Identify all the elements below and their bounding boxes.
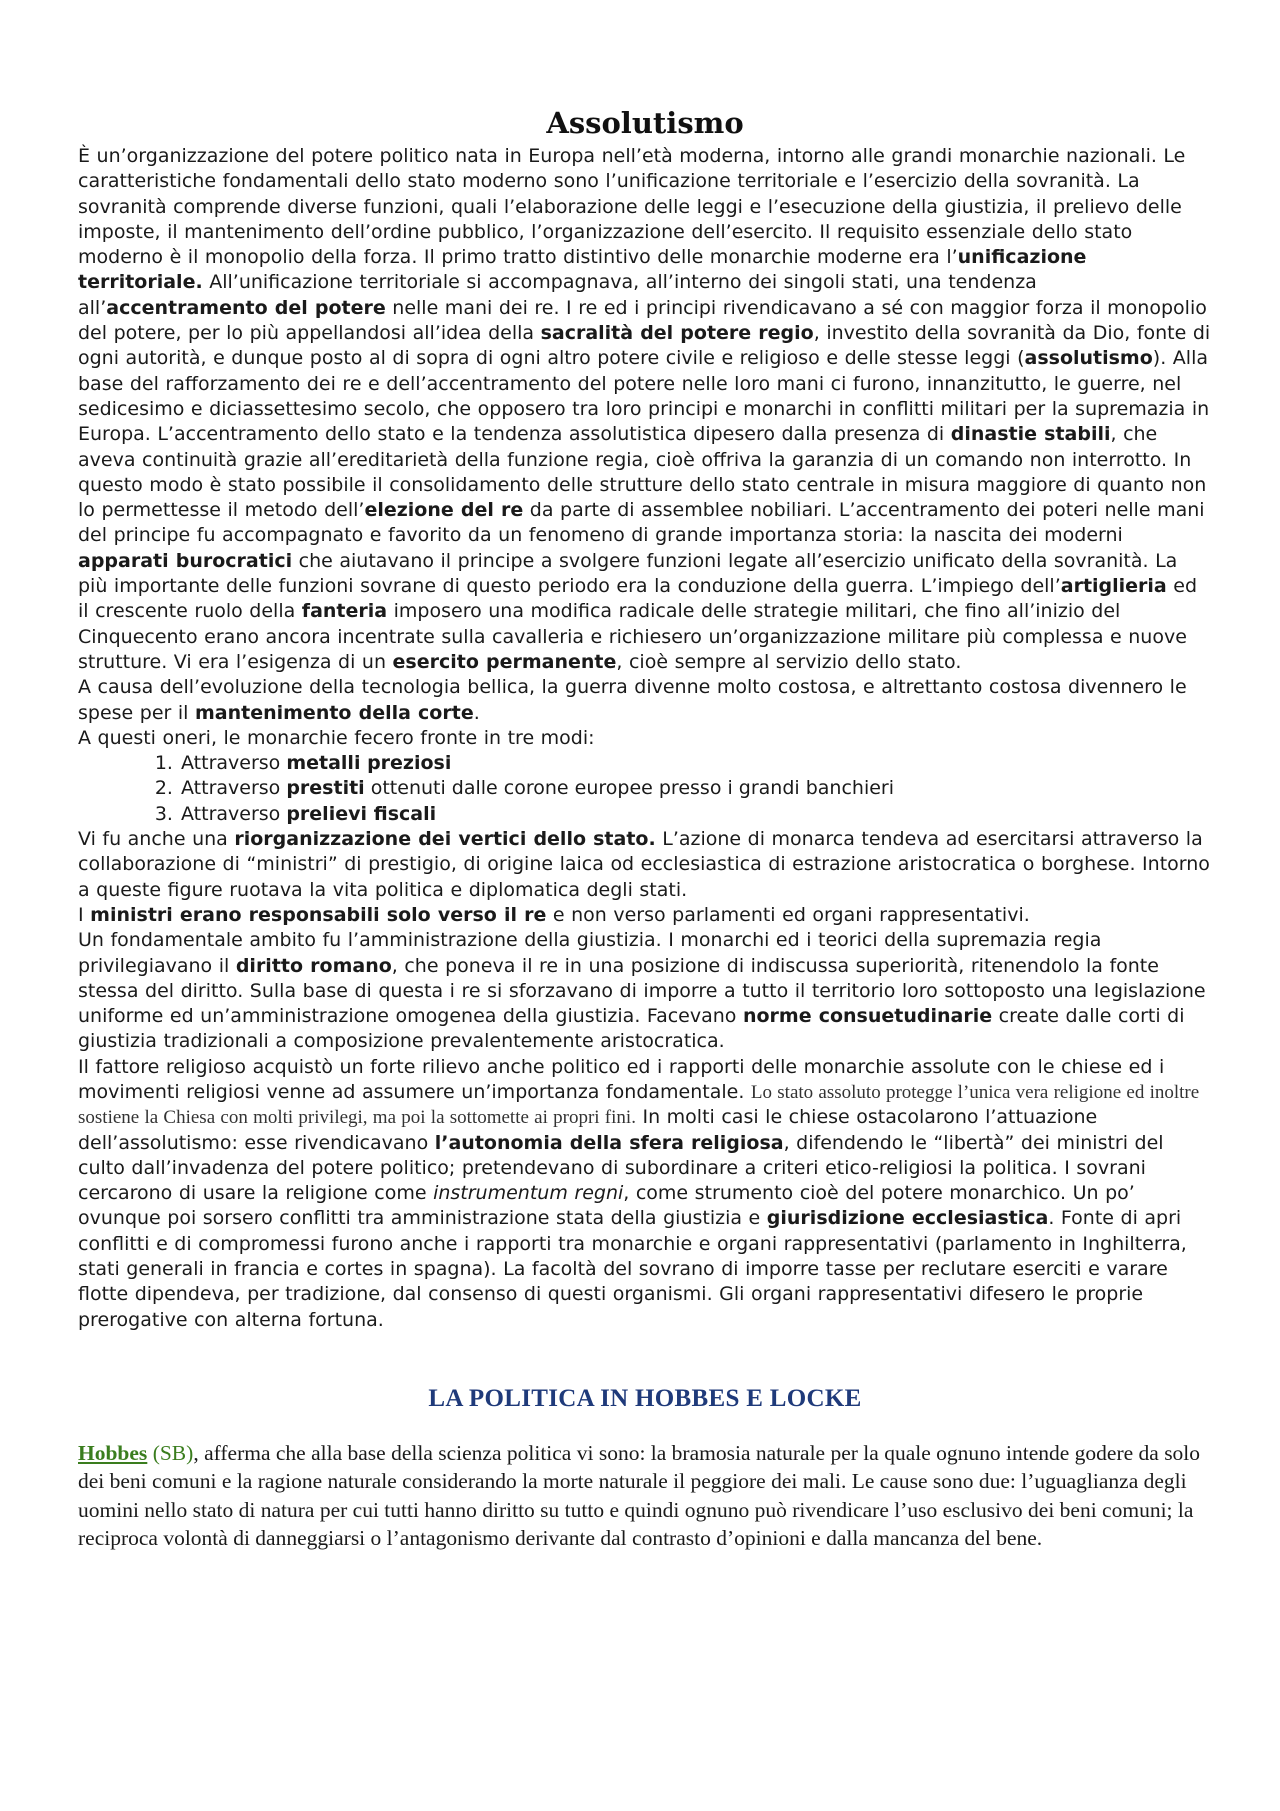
bold-term: sacralità del potere regio xyxy=(540,322,814,345)
text-run: È un’organizzazione del potere politico nata in Europa nell’età moderna, intorno alle grandi monarchie nazionali. Le caratteristiche fondamentali dello stato moderno sono l’unificazione territoriale e l’esercizio della sovranità. La sovranità comprende diverse funzioni, quali l’elaborazione delle leggi e l’esecuzione della giustizia, il prelievo delle imposte, il mantenimento dell’ordine pubblico, l’organizzazione dell’esercito. Il requisito essenziale dello stato moderno è il monopolio della forza. Il primo tratto distintivo delle monarchie moderne era l’ xyxy=(78,145,1186,269)
paragraph-intro xyxy=(78,144,1212,675)
text-run: , afferma che alla base della scienza politica vi sono: la bramosia naturale per la quale ognuno intende godere da solo dei beni comuni e la ragione naturale considerando la morte naturale il peggiore dei mali. Le cause sono due: l’uguaglianza degli uomini nello stato di natura per cui tutti hanno diritto su tutto e quindi ognuno può rivendicare l’uso esclusivo dei beni comuni; la reciproca volontà di danneggiarsi o l’antagonismo derivante dal contrasto d’opinioni e dalla mancanza del bene. xyxy=(78,1440,1201,1551)
bold-term: esercito permanente xyxy=(392,650,617,673)
text-run: Attraverso xyxy=(181,802,287,825)
text-run: Il fattore religioso acquistò un forte rilievo anche politico ed i rapporti delle monarchie assolute con le chiese ed i movimenti religiosi venne ad assumere un’importanza fondamentale. xyxy=(78,1055,1165,1103)
paragraph-responsibility xyxy=(78,903,1212,928)
bold-term: accentramento del potere xyxy=(106,296,386,319)
bold-term: norme consuetudinarie xyxy=(742,1005,993,1028)
paragraph-justice xyxy=(78,928,1212,1054)
text-run: Attraverso xyxy=(181,752,287,775)
bold-term: metalli preziosi xyxy=(286,752,452,775)
document-page xyxy=(78,106,1212,1553)
text-run: , che poneva il re in una posizione di indiscussa superiorità, ritenendolo la fonte stessa del diritto. Sulla base di questa i re si sforzavano di imporre a tutto il territorio loro sottoposto una legislazione uniforme ed un’amministrazione omogenea della giustizia. Facevano xyxy=(78,954,1206,1028)
bold-term: artiglieria xyxy=(1060,575,1167,598)
text-run: Vi fu anche una xyxy=(78,828,235,851)
text-run: che aiutavano il principe a svolgere funzioni legate all’esercizio unificato della sovranità. La più importante delle funzioni sovrane di questo periodo era la conduzione della guerra. L’impiego dell’ xyxy=(78,549,1178,598)
bold-term: riorganizzazione dei vertici dello stato. xyxy=(234,828,656,851)
paragraph-ministers xyxy=(78,827,1212,903)
text-run: L’azione di monarca tendeva ad esercitarsi attraverso la collaborazione di “ministri” di prestigio, di origine laica od ecclesiastica di estrazione aristocratica o borghese. Intorno a queste figure ruotava la vita politica e diplomatica degli stati. xyxy=(78,828,1210,901)
text-run: imposero una modifica radicale delle strategie militari, che fino all’inizio del Cinquecento erano ancora incentrate sulla cavalleria e richiesero un’organizzazione militare più complessa e nuove strutture. Vi era l’esigenza di un xyxy=(78,600,1187,673)
list-item xyxy=(179,802,1212,827)
text-run: , che aveva continuità grazie all’ereditarietà della funzione regia, cioè offriva la garanzia di un comando non interrotto. In questo modo è stato possibile il consolidamento delle strutture dello stato centrale in misura maggiore di quanto non lo permettesse il metodo dell’ xyxy=(78,423,1207,522)
list-item xyxy=(179,751,1212,776)
text-run: A causa dell’evoluzione della tecnologia bellica, la guerra divenne molto costosa, e altrettanto costosa divennero le spese per il xyxy=(78,676,1187,724)
bold-term: mantenimento della corte xyxy=(194,701,474,724)
italic-term: instrumentum regni xyxy=(433,1182,624,1205)
bold-term: dinastie stabili xyxy=(950,423,1111,446)
list-item xyxy=(179,776,1212,801)
hobbes-name: Hobbes xyxy=(78,1440,148,1465)
bold-term: diritto romano xyxy=(235,954,392,977)
bold-term: ministri erano responsabili solo verso il re xyxy=(90,903,547,926)
text-run: ottenuti dalle corone europee presso i grandi banchieri xyxy=(364,777,895,800)
serif-inline-text: Lo stato assoluto protegge l’unica vera religione ed inoltre sostiene la Chiesa con molti privilegi, ma poi la sottomette ai propri fini. xyxy=(78,1081,1200,1129)
paragraph-religion xyxy=(78,1055,1212,1333)
bold-term: elezione del re xyxy=(364,499,524,522)
bold-term: assolutismo xyxy=(1024,347,1153,370)
section-title: LA POLITICA IN HOBBES E LOCKE xyxy=(428,1384,862,1412)
text-run: da parte di assemblee nobiliari. L’accentramento dei poteri nelle mani del principe fu accompagnato e favorito da un fenomeno di grande importanza storia: la nascita dei moderni xyxy=(78,499,1205,547)
text-run: , cioè sempre al servizio dello stato. xyxy=(616,650,962,673)
text-run: . Fonte di apri conflitti e di compromessi furono anche i rapporti tra monarchie e organi rappresentativi (parlamento in Inghilterra, stati generali in francia e cortes in spagna). La facoltà del sovrano di imporre tasse per reclutare eserciti e varare flotte dipendeva, per tradizione, dal consenso di questi organismi. Gli organi rappresentativi difesero le proprie prerogative con alterna fortuna. xyxy=(78,1207,1187,1331)
funding-list xyxy=(78,751,1212,827)
hobbes-sb: (SB) xyxy=(147,1440,194,1465)
text-run: In molti casi le chiese ostacolarono l’attuazione dell’assolutismo: esse rivendicavano xyxy=(78,1106,1098,1154)
bold-term: prestiti xyxy=(286,777,365,800)
text-run: ). Alla base del rafforzamento dei re e dell’accentramento del potere nelle loro mani ci furono, innanzitutto, le guerre, nel sedicesimo e diciassettesimo secolo, che opposero tra loro principi e monarchi in conflitti militari per la supremazia in Europa. L’accentramento dello stato e la tendenza assolutistica dipesero dalla presenza di xyxy=(78,347,1210,446)
paragraph-costs xyxy=(78,675,1212,726)
text-run: Un fondamentale ambito fu l’amministrazione della giustizia. I monarchi ed i teorici della supremazia regia privilegiavano il xyxy=(78,929,1102,977)
text-run: . xyxy=(473,701,480,724)
bold-term: apparati burocratici xyxy=(78,549,293,572)
text-run: , investito della sovranità da Dio, fonte di ogni autorità, e dunque posto al di sopra di ogni altro potere civile e religioso e delle stesse leggi ( xyxy=(78,322,1211,370)
bold-term: l’autonomia della sfera religiosa xyxy=(434,1131,784,1154)
bold-term: fanteria xyxy=(301,600,388,623)
text-run: I xyxy=(78,903,91,926)
text-run: , difendendo le “libertà” dei ministri del culto dall’invadenza del potere politico; pretendevano di subordinare a criteri etico-religiosi la politica. I sovrani cercarono di usare la religione come xyxy=(78,1131,1164,1205)
text-run: e non verso parlamenti ed organi rappresentativi. xyxy=(546,903,1030,926)
text-run: create dalle corti di giustizia tradizionali a composizione prevalentemente aristocratica. xyxy=(78,1005,1185,1053)
text-run: ed il crescente ruolo della xyxy=(78,575,1198,623)
text-run: Attraverso xyxy=(181,777,287,800)
bold-term: giurisdizione ecclesiastica xyxy=(766,1207,1049,1230)
document-title: Assolutismo xyxy=(546,106,744,140)
bold-term: prelievi fiscali xyxy=(286,802,437,825)
text-run: All’unificazione territoriale si accompagnava, all’interno dei singoli stati, una tendenza all’ xyxy=(78,271,1037,319)
bold-term: unificazione territoriale. xyxy=(78,246,1087,294)
paragraph-list-intro: A questi oneri, le monarchie fecero fronte in tre modi: xyxy=(78,726,595,749)
paragraph-hobbes xyxy=(78,1439,1212,1553)
text-run: nelle mani dei re. I re ed i principi rivendicavano a sé con maggior forza il monopolio del potere, per lo più appellandosi all’idea della xyxy=(78,296,1207,345)
text-run: , come strumento cioè del potere monarchico. Un po’ ovunque poi sorsero conflitti tra amministrazione stata della giustizia e xyxy=(78,1182,1135,1230)
